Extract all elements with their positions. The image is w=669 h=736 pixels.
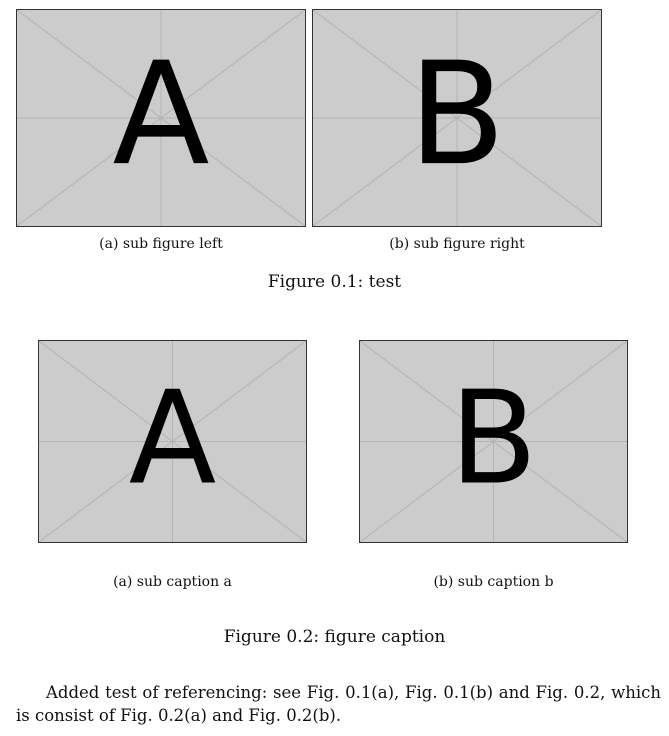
figure-1-caption: Figure 0.1: test bbox=[267, 272, 402, 292]
reference-paragraph: Added test of referencing: see Fig. 0.1(a), Fig. 0.1(b) and Fig. 0.2, which is consist of Fig. 0.2(a) and Fig. 0.2(b). bbox=[16, 683, 661, 725]
figure-1b-image bbox=[312, 9, 602, 227]
subcaption-2b: (b) sub caption b bbox=[433, 574, 554, 590]
figure-2-caption: Figure 0.2: figure caption bbox=[223, 627, 446, 647]
figure-1a-image bbox=[16, 9, 306, 227]
figure-2b-image bbox=[359, 340, 628, 543]
placeholder-letter: B bbox=[449, 363, 538, 513]
placeholder-letter: A bbox=[112, 32, 210, 198]
subcaption-1a: (a) sub figure left bbox=[99, 236, 223, 252]
subcaption-2a: (a) sub caption a bbox=[113, 574, 232, 590]
placeholder-letter: A bbox=[128, 363, 217, 513]
subcaption-1b: (b) sub figure right bbox=[389, 236, 525, 252]
placeholder-letter: B bbox=[408, 32, 506, 198]
figure-2a-image bbox=[38, 340, 307, 543]
